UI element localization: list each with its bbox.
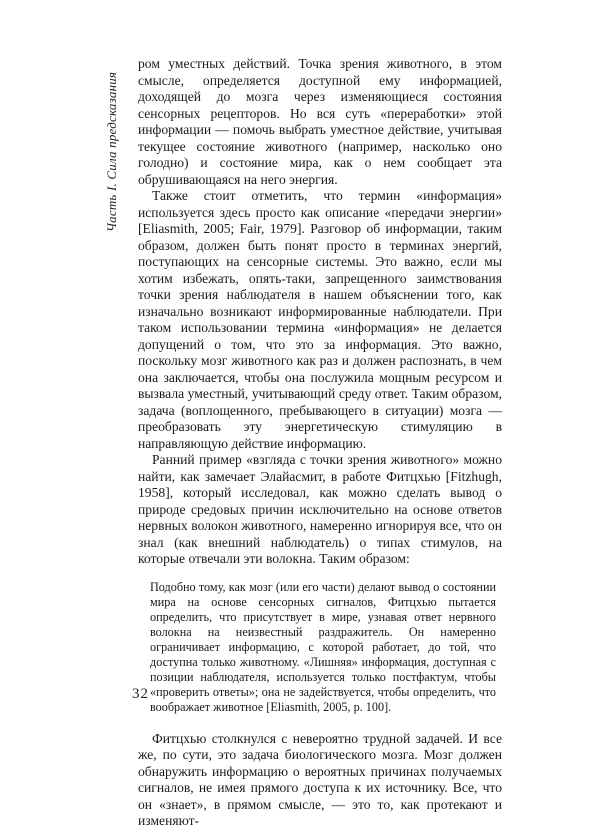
running-head-text: Часть I. Сила предсказания xyxy=(104,71,119,232)
paragraph-continuation: ром уместных действий. Точка зрения животного, в этом смысле, определяется доступной ему информацией, доходящей до мозга через изменяющиеся состояния сенсорных рецепторов. Но вся суть «переработки» этой информации — помочь выбрать уместное действие, учитывая текущее состояние животного (например, насколько оно голодно) и состояние мира, как о нем сообщает эта обрушивающаяся на него энергия. xyxy=(138,56,502,187)
block-quote xyxy=(150,580,496,715)
paragraph-information-term: Также стоит отметить, что термин «информация» используется здесь просто как описание «передачи энергии» [Eliasmith, 2005; Fair, 1979]. Разговор об информации, таким образом, должен быть понят просто в терминах энергий, поступающих на сенсорные системы. Это важно, если мы хотим избежать, опять-таки, запрещенного заимствования точки зрения наблюдателя в нашем объяснении того, как изначально возникают информированные наблюдатели. При таком использовании термина «информация» не делается допущений о том, что это за информация. Это важно, поскольку мозг животного как раз и должен распознать, в чем она заключается, чтобы она послужила мощным ресурсом и вызвала уместный, учитывающий среду ответ. Таким образом, задача (воплощенного, пребывающего в ситуации) мозга — преобразовать эту энергетическую стимуляцию в направляющую действие информацию. xyxy=(138,188,502,451)
running-head xyxy=(104,62,124,232)
page-number: 32 xyxy=(132,686,149,702)
paragraph-fitzhugh-example: Ранний пример «взгляда с точки зрения животного» можно найти, как замечает Элайасмит, в работе Фитцхью [Fitzhugh, 1958], который исследовал, как можно сделать вывод о природе средовых причин исключительно на основе ответов нервных волокон животного, намеренно игнорируя все, что он знал (как внешний наблюдатель) о типах стимулов, на которые отвечали эти волокна. Таким образом: xyxy=(138,452,502,566)
paragraph-fitzhugh-task: Фитцхью столкнулся с невероятно трудной задачей. И все же, по сути, это задача биологического мозга. Мозг должен обнаружить информацию о вероятных причинах получаемых сигналов, не имея прямого доступа к их источнику. Все, что он «знает», в прямом смысле, — это то, как протекают и изменяют- xyxy=(138,730,502,828)
page-body xyxy=(138,56,502,830)
block-quote-text: Подобно тому, как мозг (или его части) делают вывод о состоянии мира на основе сенсорных сигналов, Фитцхью пытается определить, что присутствует в мире, узнавая ответ нервного волокна на неизвестный раздражитель. Он намеренно ограничивает информацию, с которой работает, до той, что доступна только животному. «Лишняя» информация, доступная с позиции наблюдателя, используется только постфактум, чтобы «проверить ответы»; она не задействуется, чтобы определить, что воображает животное [Eliasmith, 2005, p. 100]. xyxy=(150,579,496,714)
